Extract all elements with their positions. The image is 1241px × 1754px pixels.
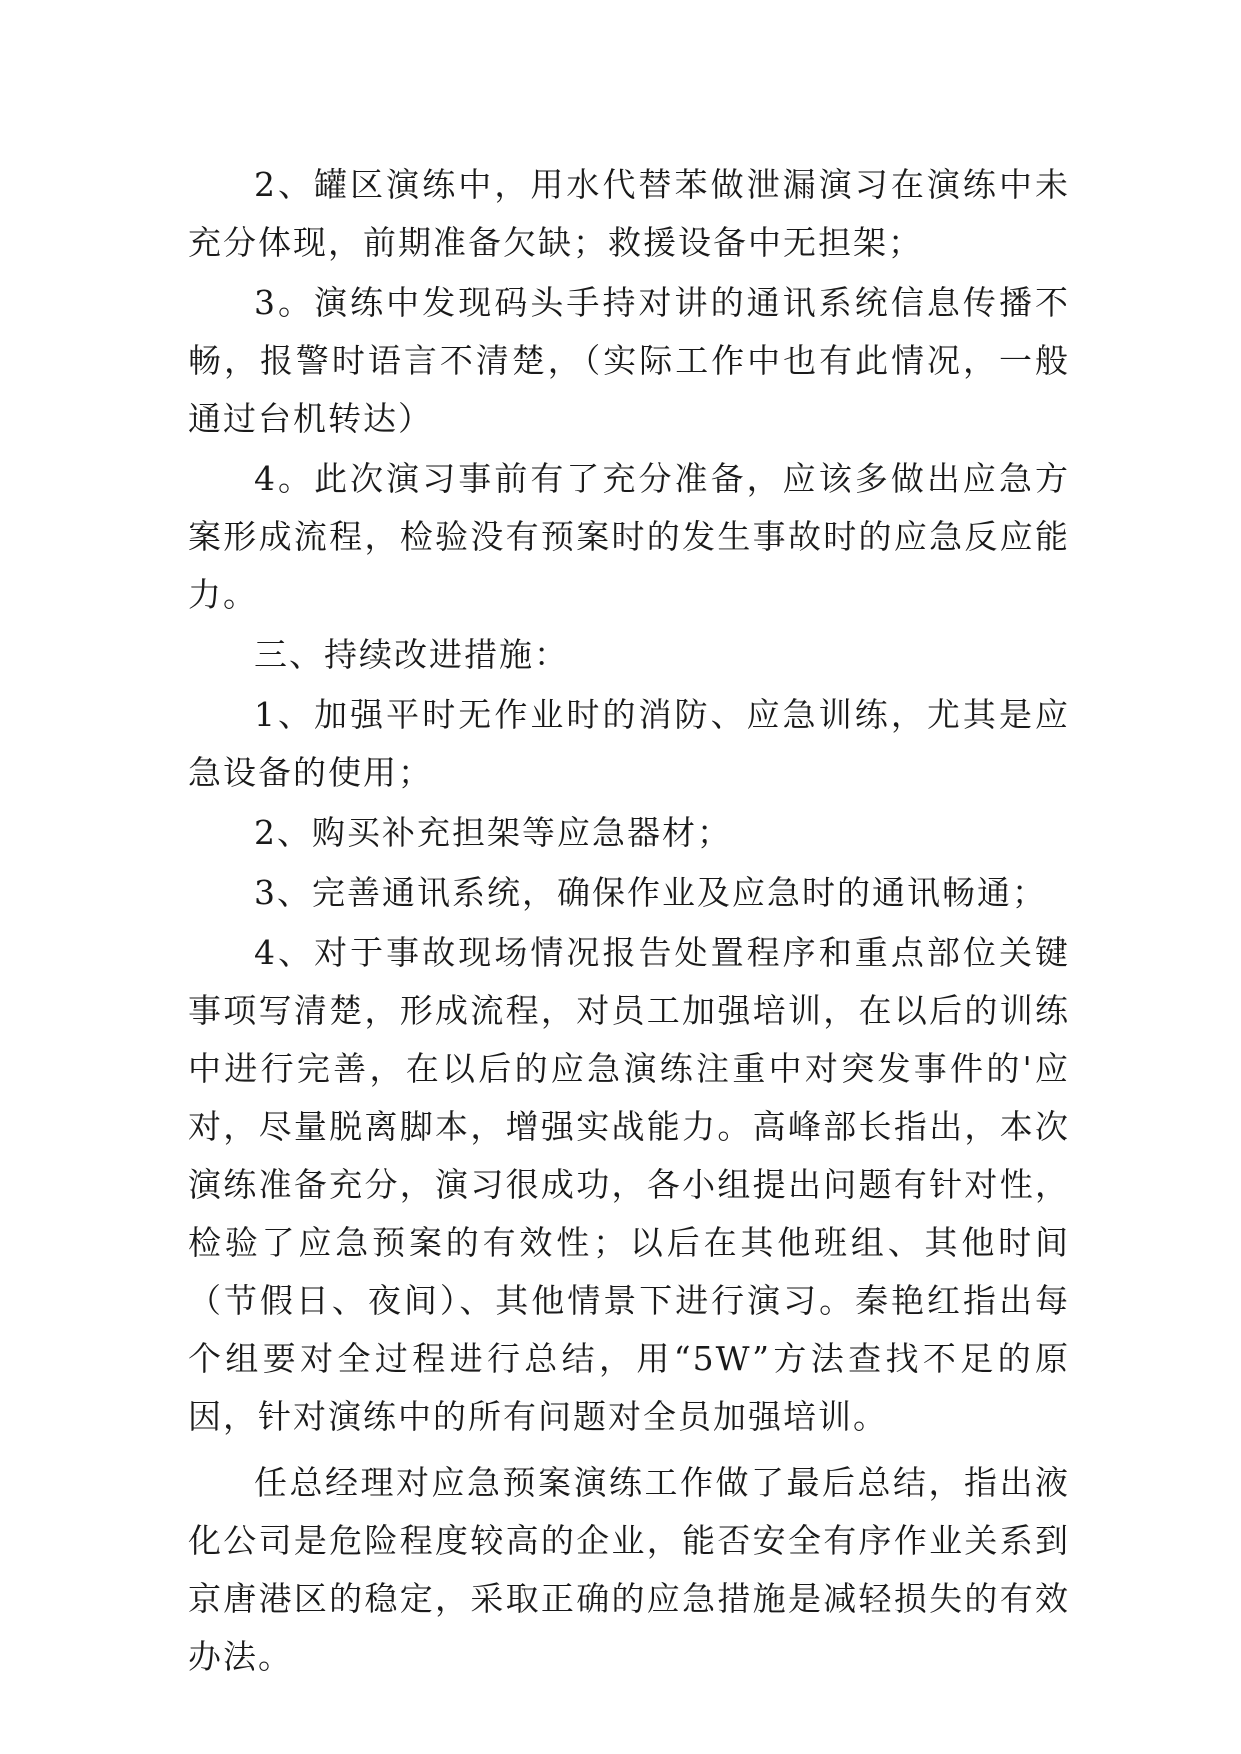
section-heading-improvement-measures: 三、持续改进措施： (254, 635, 569, 674)
paragraph-tank-area-drill: 2、罐区演练中，用水代替苯做泄漏演习在演练中未充分体现，前期准备欠缺；救援设备中无担架； (188, 165, 1070, 262)
document-body (188, 156, 1070, 1686)
paragraph-communication-issue: 3。演练中发现码头手持对讲的通讯系统信息传播不畅，报警时语言不清楚，（实际工作中也有此情况，一般通过台机转达） (188, 283, 1070, 438)
paragraph-general-manager-summary: 任总经理对应急预案演练工作做了最后总结，指出液化公司是危险程度较高的企业，能否安全有序作业关系到京唐港区的稳定，采取正确的应急措施是减轻损失的有效办法。 (188, 1463, 1070, 1676)
paragraph-measure-procedure: 4、对于事故现场情况报告处置程序和重点部位关键事项写清楚，形成流程，对员工加强培训，在以后的训练中进行完善，在以后的应急演练注重中对突发事件的'应对，尽量脱离脚本，增强实战能力。高峰部长指出，本次演练准备充分，演习很成功，各小组提出问题有针对性，检验了应急预案的有效性；以后在其他班组、其他时间（节假日、夜间）、其他情景下进行演习。秦艳红指出每个组要对全过程进行总结，用“5W”方法查找不足的原因，针对演练中的所有问题对全员加强培训。 (188, 933, 1070, 1436)
paragraph-measure-equipment: 2、购买补充担架等应急器材； (254, 813, 732, 852)
paragraph-preparation-note: 4。此次演习事前有了充分准备，应该多做出应急方案形成流程，检验没有预案时的发生事故时的应急反应能力。 (188, 459, 1070, 614)
paragraph-measure-training: 1、加强平时无作业时的消防、应急训练，尤其是应急设备的使用； (188, 695, 1070, 792)
paragraph-measure-communication: 3、完善通讯系统，确保作业及应急时的通讯畅通； (254, 873, 1047, 912)
